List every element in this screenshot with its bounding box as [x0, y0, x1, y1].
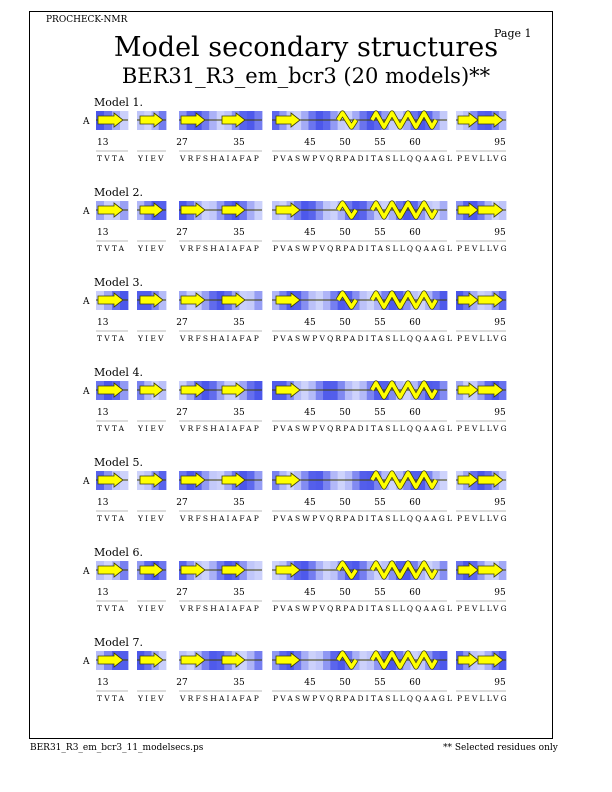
model-label: Model 5.	[94, 456, 143, 469]
residue-number: 45	[304, 408, 316, 418]
residue-number: 27	[176, 498, 188, 508]
residue-number: 55	[374, 138, 386, 148]
sequence-text: TVTA	[97, 514, 127, 523]
residue-number: 50	[339, 408, 351, 418]
model-label: Model 6.	[94, 546, 143, 559]
residue-number: 45	[304, 138, 316, 148]
residue-number: 60	[409, 138, 421, 148]
residue-number: 55	[374, 318, 386, 328]
sequence-text: PVASWPVQRPADITASLLQQAAGL	[273, 514, 455, 523]
residue-number: 13	[97, 678, 109, 688]
residue-number: 13	[97, 138, 109, 148]
residue-number: 27	[176, 408, 188, 418]
sequence-text: YIEV	[138, 514, 166, 523]
sequence-text: YIEV	[138, 694, 166, 703]
sequence-text: PVASWPVQRPADITASLLQQAAGL	[273, 154, 455, 163]
residue-number: 13	[97, 228, 109, 238]
residue-number: 95	[494, 498, 506, 508]
residue-number: 95	[494, 138, 506, 148]
model-label: Model 3.	[94, 276, 143, 289]
residue-number: 45	[304, 228, 316, 238]
residue-number: 95	[494, 318, 506, 328]
sequence-text: VRFSHAIAFAP	[180, 424, 261, 433]
sequence-text: PEVLLVG	[457, 694, 509, 703]
sequence-text: PEVLLVG	[457, 424, 509, 433]
sequence-text: VRFSHAIAFAP	[180, 334, 261, 343]
sequence-text: PEVLLVG	[457, 244, 509, 253]
residue-number: 95	[494, 408, 506, 418]
residue-number: 55	[374, 588, 386, 598]
sequence-text: VRFSHAIAFAP	[180, 154, 261, 163]
residue-number: 35	[233, 588, 245, 598]
residue-number: 35	[233, 408, 245, 418]
sequence-text: VRFSHAIAFAP	[180, 604, 261, 613]
sequence-text: VRFSHAIAFAP	[180, 244, 261, 253]
residue-number: 50	[339, 318, 351, 328]
sequence-text: TVTA	[97, 604, 127, 613]
model-label: Model 1.	[94, 96, 143, 109]
page-number: Page 1	[494, 27, 532, 40]
residue-number: 55	[374, 498, 386, 508]
residue-number: 27	[176, 228, 188, 238]
sequence-text: PEVLLVG	[457, 514, 509, 523]
residue-number: 35	[233, 138, 245, 148]
residue-number: 60	[409, 588, 421, 598]
residue-number: 27	[176, 678, 188, 688]
chain-label: A	[83, 387, 90, 397]
model-label: Model 7.	[94, 636, 143, 649]
page-subtitle: BER31_R3_em_bcr3 (20 models)**	[121, 64, 491, 88]
footer-note: ** Selected residues only	[443, 743, 558, 753]
sequence-text: TVTA	[97, 244, 127, 253]
sequence-text: YIEV	[138, 244, 166, 253]
program-name: PROCHECK-NMR	[46, 15, 128, 25]
residue-number: 13	[97, 498, 109, 508]
residue-number: 60	[409, 678, 421, 688]
residue-number: 13	[97, 588, 109, 598]
sequence-text: PVASWPVQRPADITASLLQQAAGL	[273, 424, 455, 433]
chain-label: A	[83, 207, 90, 217]
chain-label: A	[83, 567, 90, 577]
sequence-text: TVTA	[97, 694, 127, 703]
sequence-text: VRFSHAIAFAP	[180, 694, 261, 703]
residue-number: 27	[176, 588, 188, 598]
sequence-text: PEVLLVG	[457, 604, 509, 613]
residue-number: 45	[304, 498, 316, 508]
sequence-text: PVASWPVQRPADITASLLQQAAGL	[273, 694, 455, 703]
sequence-text: YIEV	[138, 154, 166, 163]
residue-number: 35	[233, 678, 245, 688]
model-label: Model 4.	[94, 366, 143, 379]
residue-number: 50	[339, 588, 351, 598]
sequence-text: PVASWPVQRPADITASLLQQAAGL	[273, 244, 455, 253]
residue-number: 50	[339, 678, 351, 688]
residue-number: 60	[409, 228, 421, 238]
residue-number: 45	[304, 678, 316, 688]
residue-number: 60	[409, 498, 421, 508]
model-label: Model 2.	[94, 186, 143, 199]
sequence-text: PEVLLVG	[457, 154, 509, 163]
residue-number: 50	[339, 228, 351, 238]
chain-label: A	[83, 477, 90, 487]
chain-label: A	[83, 117, 90, 127]
sequence-text: PVASWPVQRPADITASLLQQAAGL	[273, 334, 455, 343]
residue-number: 95	[494, 588, 506, 598]
residue-number: 27	[176, 318, 188, 328]
sequence-text: TVTA	[97, 424, 127, 433]
residue-number: 45	[304, 588, 316, 598]
page-title: Model secondary structures	[113, 32, 499, 63]
residue-number: 35	[233, 228, 245, 238]
residue-number: 45	[304, 318, 316, 328]
residue-number: 55	[374, 408, 386, 418]
residue-number: 95	[494, 678, 506, 688]
footer-filename: BER31_R3_em_bcr3_11_modelsecs.ps	[30, 743, 204, 753]
residue-number: 60	[409, 408, 421, 418]
residue-number: 13	[97, 318, 109, 328]
sequence-text: YIEV	[138, 604, 166, 613]
chain-label: A	[83, 657, 90, 667]
sequence-text: YIEV	[138, 424, 166, 433]
residue-number: 35	[233, 498, 245, 508]
chain-label: A	[83, 297, 90, 307]
residue-number: 55	[374, 228, 386, 238]
sequence-text: PVASWPVQRPADITASLLQQAAGL	[273, 604, 455, 613]
residue-number: 35	[233, 318, 245, 328]
sequence-text: TVTA	[97, 334, 127, 343]
residue-number: 60	[409, 318, 421, 328]
residue-number: 55	[374, 678, 386, 688]
residue-number: 13	[97, 408, 109, 418]
sequence-text: TVTA	[97, 154, 127, 163]
sequence-text: PEVLLVG	[457, 334, 509, 343]
residue-number: 50	[339, 498, 351, 508]
sequence-text: YIEV	[138, 334, 166, 343]
sequence-text: VRFSHAIAFAP	[180, 514, 261, 523]
residue-number: 50	[339, 138, 351, 148]
residue-number: 27	[176, 138, 188, 148]
residue-number: 95	[494, 228, 506, 238]
